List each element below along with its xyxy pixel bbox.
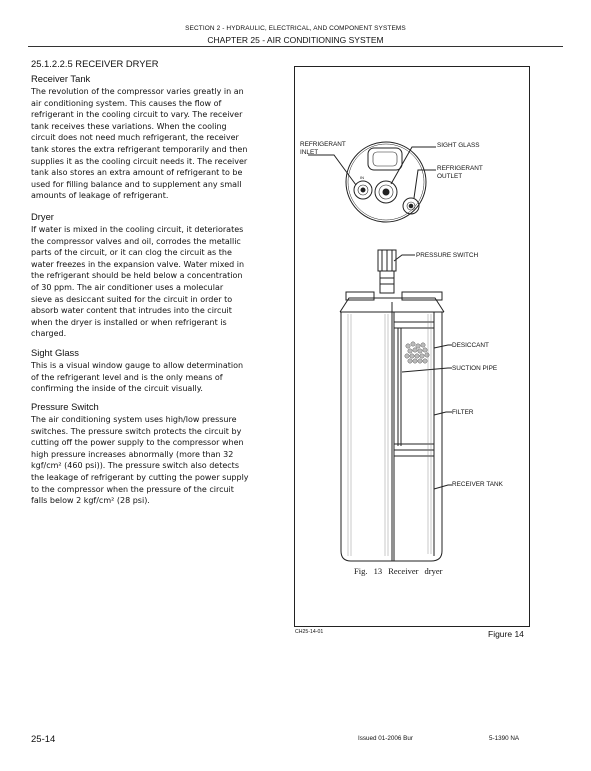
text-line: the compressor valves and oil, corrodes the metallic [31, 236, 241, 246]
subheading: Pressure Switch [31, 401, 99, 412]
text-line: switches. The pressure switch protects the circuit by [31, 426, 242, 436]
text-line: circuit does not need much refrigerant, the receiver [31, 133, 239, 143]
text-line: the leakage of refrigerant by cutting the power supply [31, 472, 249, 482]
paragraph [31, 224, 261, 340]
text-line: absorb water content that intrudes into the circuit [31, 306, 232, 316]
switch-stem [380, 271, 394, 293]
label-receiver-tank: RECEIVER TANK [452, 481, 503, 488]
figure-number: Figure 14 [488, 629, 524, 639]
text-line: high pressure increases abnormally (more than 32 [31, 449, 234, 459]
figure-caption: Fig. 13 Receiver dryer [354, 566, 443, 576]
document-number: 5-1390 NA [489, 735, 520, 742]
chapter-header: CHAPTER 25 - AIR CONDITIONING SYSTEM [207, 35, 384, 45]
inlet-fitting [346, 292, 374, 300]
label-filter: FILTER [452, 409, 474, 416]
desiccant-beads [405, 342, 429, 363]
text-line: sieve as desiccant suited for the circuit in order to [31, 294, 233, 304]
section-title: 25.1.2.2.5 RECEIVER DRYER [31, 58, 159, 69]
text-line: air conditioning system. This causes the flow of [31, 98, 222, 108]
header-rule [28, 46, 563, 47]
text-line: kgf/cm² (460 psi)). The pressure switch also detects [31, 461, 239, 471]
text-line: tank receives these variations. When the cooling [31, 121, 227, 131]
section-header: SECTION 2 - HYDRAULIC, ELECTRICAL, AND COMPONENT SYSTEMS [185, 25, 406, 32]
text-line: The air conditioning system uses high/low pressure [31, 415, 237, 424]
subheading: Dryer [31, 211, 54, 222]
text-line: the refrigerant should be held below a concentration [31, 271, 243, 281]
text-line: of 30 ppm. The air conditioner uses a molecular [31, 282, 224, 292]
text-line: refrigerant in the cooling circuit to vary. The receiver [31, 110, 243, 120]
subheading: Sight Glass [31, 347, 79, 358]
text-line: supplies it as the cooling circuit needs it. The receiver [31, 156, 248, 166]
paragraph [31, 360, 261, 395]
text-line: The revolution of the compressor varies greatly in an [31, 87, 244, 96]
text-line: when the dryer is installed or when refrigerant is [31, 317, 227, 327]
page-number: 25-14 [31, 734, 56, 745]
label-refrigerant-outlet: REFRIGERANT OUTLET [437, 165, 483, 180]
text-line: amounts of leakage of refrigerant. [31, 191, 169, 201]
text-line: confirming the inside of the circuit visually. [31, 384, 203, 394]
paragraph [31, 86, 261, 202]
text-line: parts of the circuit, or it can clog the circuit as the [31, 248, 232, 258]
text-line: charged. [31, 329, 67, 339]
text-line: If water is mixed in the cooling circuit, it deteriorates [31, 225, 244, 234]
text-line: of the refrigerant level and is the only means of [31, 372, 223, 382]
subheading: Receiver Tank [31, 73, 91, 84]
text-line: cutting off the power supply to the compressor when [31, 438, 244, 448]
label-sight-glass: SIGHT GLASS [437, 142, 480, 149]
label-in-mark: IN [360, 175, 364, 180]
text-line: water freezes in the expansion valve. Water mixed in [31, 259, 245, 269]
text-line: to the compressor when the pressure of the circuit [31, 484, 234, 494]
label-refrigerant-inlet: REFRIGERANT INLET [300, 141, 346, 156]
text-line: used for filling balance and to supplement any small [31, 179, 242, 189]
label-suction-pipe: SUCTION PIPE [452, 365, 498, 372]
figure-id: CH25-14-01 [295, 629, 324, 635]
label-desiccant: DESICCANT [452, 342, 489, 349]
issue-date: Issued 01-2006 Bur [358, 735, 413, 742]
label-pressure-switch: PRESSURE SWITCH [416, 252, 479, 259]
text-line: falls below 2 kgf/cm² (28 psi). [31, 496, 150, 506]
text-line: tank stores the extra refrigerant temporarily and then [31, 144, 248, 154]
paragraph [31, 414, 261, 507]
text-line: tank also stores an extra amount of refrigerant to be [31, 168, 243, 178]
text-line: This is a visual window gauge to allow determination [31, 361, 244, 370]
